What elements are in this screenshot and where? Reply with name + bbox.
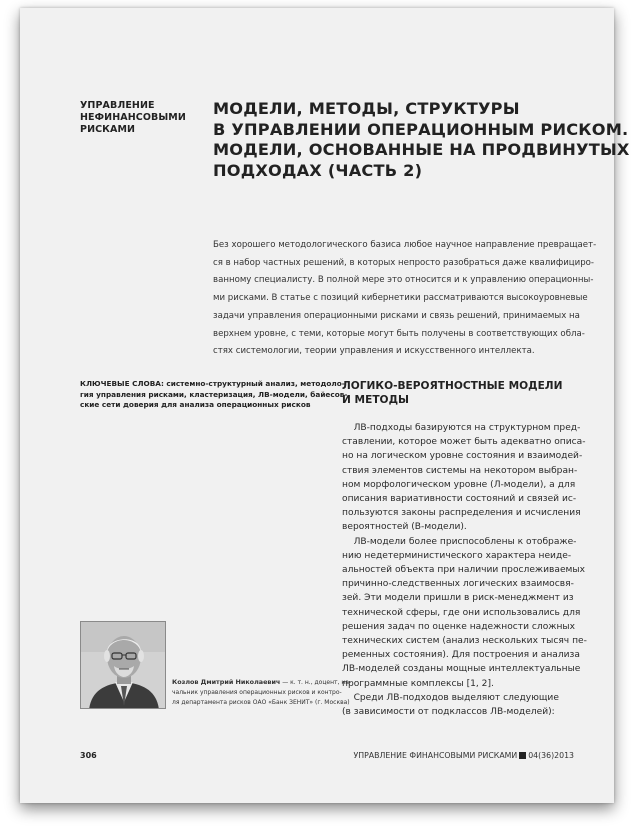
body-line: альностей объекта при наличии прослеживаемых [342,565,585,576]
abstract-line: задачи управления операционными рисками и связь решений, принимаемых на [213,310,580,321]
keywords-text: системно-структурный анализ, методоло- [163,379,345,388]
body-line: программные комплексы [1, 2]. [342,678,494,689]
body-line: описания вариативности состояний и связей ис- [342,494,577,505]
section-heading-line: И МЕТОДЫ [342,394,409,406]
body-line: ствия элементов системы на некотором выбран- [342,465,578,476]
title-line: МОДЕЛИ, ОСНОВАННЫЕ НА ПРОДВИНУТЫХ [213,140,630,159]
title-line: ПОДХОДАХ (ЧАСТЬ 2) [213,160,423,180]
author-portrait-image [81,622,166,709]
keywords-block [80,379,348,411]
square-separator-icon [519,752,526,759]
author-photo [80,621,166,709]
keywords-text: ские сети доверия для анализа операционных рисков [80,400,311,409]
abstract-line: Без хорошего методологического базиса любое научное направление превращает- [213,240,597,250]
body-line: причинно-следственных логических взаимосвя- [342,579,574,590]
body-line: но на логическом уровне состояния и взаимодей- [342,451,583,462]
body-line: ременных состояния). Для построения и анализа [342,650,580,661]
section-label-line: УПРАВЛЕНИЕ [80,100,155,111]
article-body [342,421,604,719]
abstract-line: ми рисками. В статье с позиций кибернетики рассматриваются высокоуровневые [213,293,588,304]
journal-name: УПРАВЛЕНИЕ ФИНАНСОВЫМИ РИСКАМИ [353,751,518,760]
body-line: технических систем (анализ нескольких тысяч пе- [342,636,587,647]
journal-page [20,8,630,803]
body-line: ЛВ-моделей созданы мощные интеллектуальные [342,664,581,675]
article-abstract [213,237,595,361]
abstract-line: верхнем уровне, с теми, которые могут быть получены в соответствующих обла- [213,328,585,339]
body-line: ном морфологическом уровне (Л-модели), а для [342,479,576,490]
body-line: зей. Эти модели пришли в риск-менеджмент из [342,593,574,604]
author-caption-line [172,677,352,688]
author-title: — к. т. н., доцент, на- [280,679,352,686]
body-line: нию недетерминистического характера неиде- [342,550,572,561]
body-line: ставлении, которое может быть адекватно описа- [342,437,586,448]
body-line: ЛВ-модели более приспособлены к отображе- [342,536,577,547]
page-number: 306 [80,751,97,760]
body-line: вероятностей (В-модели). [342,522,467,533]
body-line: решения задач по оценке надежности сложных [342,621,575,632]
abstract-line: ванному специалисту. В полной мере это относится и к управлению операционны- [213,275,594,286]
keywords-line [80,379,345,390]
keywords-text: гия управления рисками, кластеризация, ЛВ-модели, байесов- [80,389,348,399]
journal-issue: 04(36)2013 [528,751,574,760]
author-name: Козлов Дмитрий Николаевич [172,678,281,686]
body-line: пользуются законы распределения и исчисления [342,508,581,519]
section-label [80,100,200,136]
author-caption-line: ля департамента рисков ОАО «Банк ЗЕНИТ» (г. Москва) [172,699,350,706]
article-title [213,99,630,181]
keywords-label: КЛЮЧЕВЫЕ СЛОВА: [80,379,164,388]
body-line: (в зависимости от подклассов ЛВ-моделей): [342,707,555,718]
title-line: В УПРАВЛЕНИИ ОПЕРАЦИОННЫМ РИСКОМ. [213,119,629,139]
section-heading-line: ЛОГИКО-ВЕРОЯТНОСТНЫЕ МОДЕЛИ [342,380,563,392]
journal-footer [353,751,574,760]
abstract-line: стях системологии, теории управления и искусственного интеллекта. [213,346,535,357]
title-line: МОДЕЛИ, МЕТОДЫ, СТРУКТУРЫ [213,99,520,118]
author-caption [172,677,352,708]
body-line: Среди ЛВ-подходов выделяют следующие [342,692,559,703]
author-caption-line: чальник управления операционных рисков и контро- [172,689,342,696]
keywords-line [80,400,334,411]
body-line: ЛВ-подходы базируются на структурном пред- [342,423,581,433]
section-label-line: РИСКАМИ [80,124,136,135]
keywords-line [80,389,348,401]
section-label-line: НЕФИНАНСОВЫМИ [80,112,186,123]
section-heading [342,379,602,407]
body-line: технической сферы, где они использовались для [342,607,581,618]
abstract-line: ся в набор частных решений, в которых непросто разобраться даже квалифициро- [213,257,595,268]
